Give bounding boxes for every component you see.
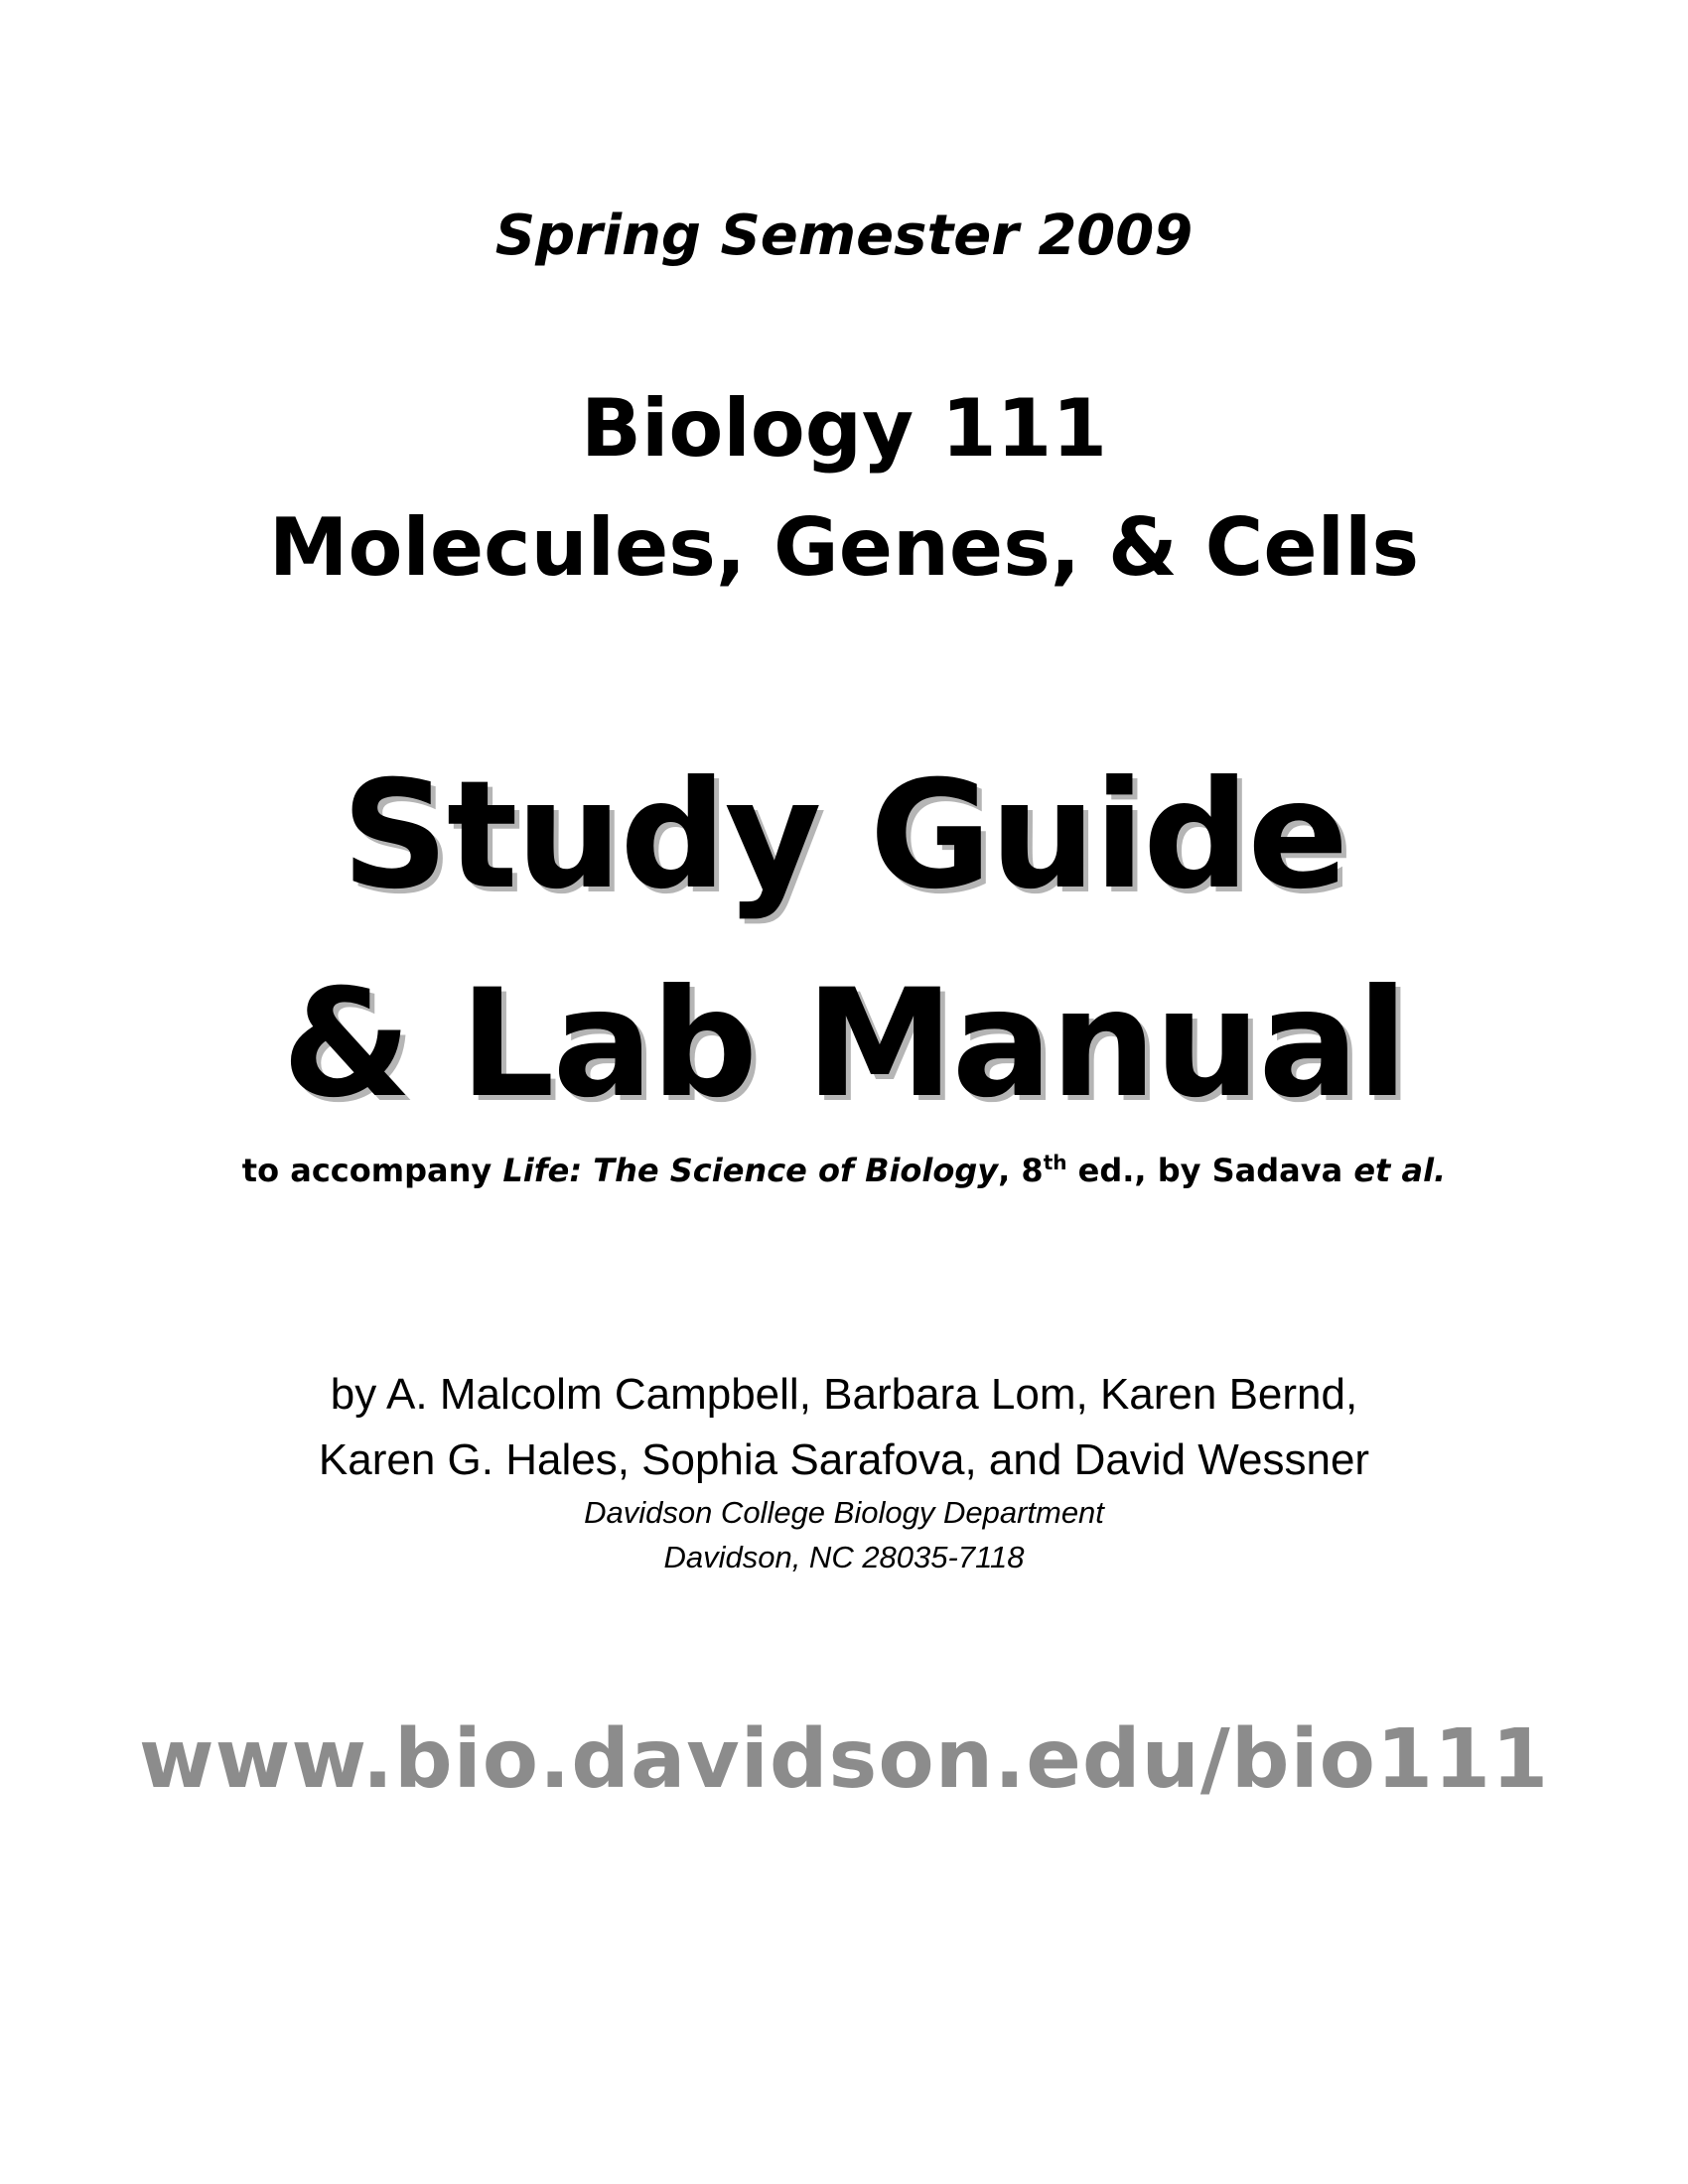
- department-address: Davidson, NC 28035-7118: [663, 1540, 1025, 1574]
- website-url: www.bio.davidson.edu/bio111: [138, 1712, 1550, 1807]
- authors-line-2: Karen G. Hales, Sophia Sarafova, and David Wessner: [318, 1435, 1370, 1484]
- course-number: Biology 111: [581, 382, 1107, 475]
- accompany-line: [0, 1152, 1688, 1189]
- book-title: Life: The Science of Biology: [502, 1152, 999, 1189]
- main-title-line-1: Study Guide: [341, 750, 1347, 922]
- accompany-prefix: to accompany: [241, 1152, 503, 1189]
- edition-number: , 8: [998, 1152, 1044, 1189]
- edition-superscript: th: [1043, 1151, 1067, 1174]
- semester-heading: Spring Semester 2009: [494, 204, 1194, 268]
- authors-line-1: by A. Malcolm Campbell, Barbara Lom, Karen Bernd,: [330, 1370, 1358, 1419]
- course-title: Molecules, Genes, & Cells: [268, 501, 1420, 594]
- et-al: et al.: [1353, 1152, 1447, 1189]
- main-title-line-2: & Lab Manual: [281, 958, 1407, 1131]
- department-name: Davidson College Biology Department: [584, 1495, 1104, 1530]
- edition-rest: ed., by Sadava: [1066, 1152, 1354, 1189]
